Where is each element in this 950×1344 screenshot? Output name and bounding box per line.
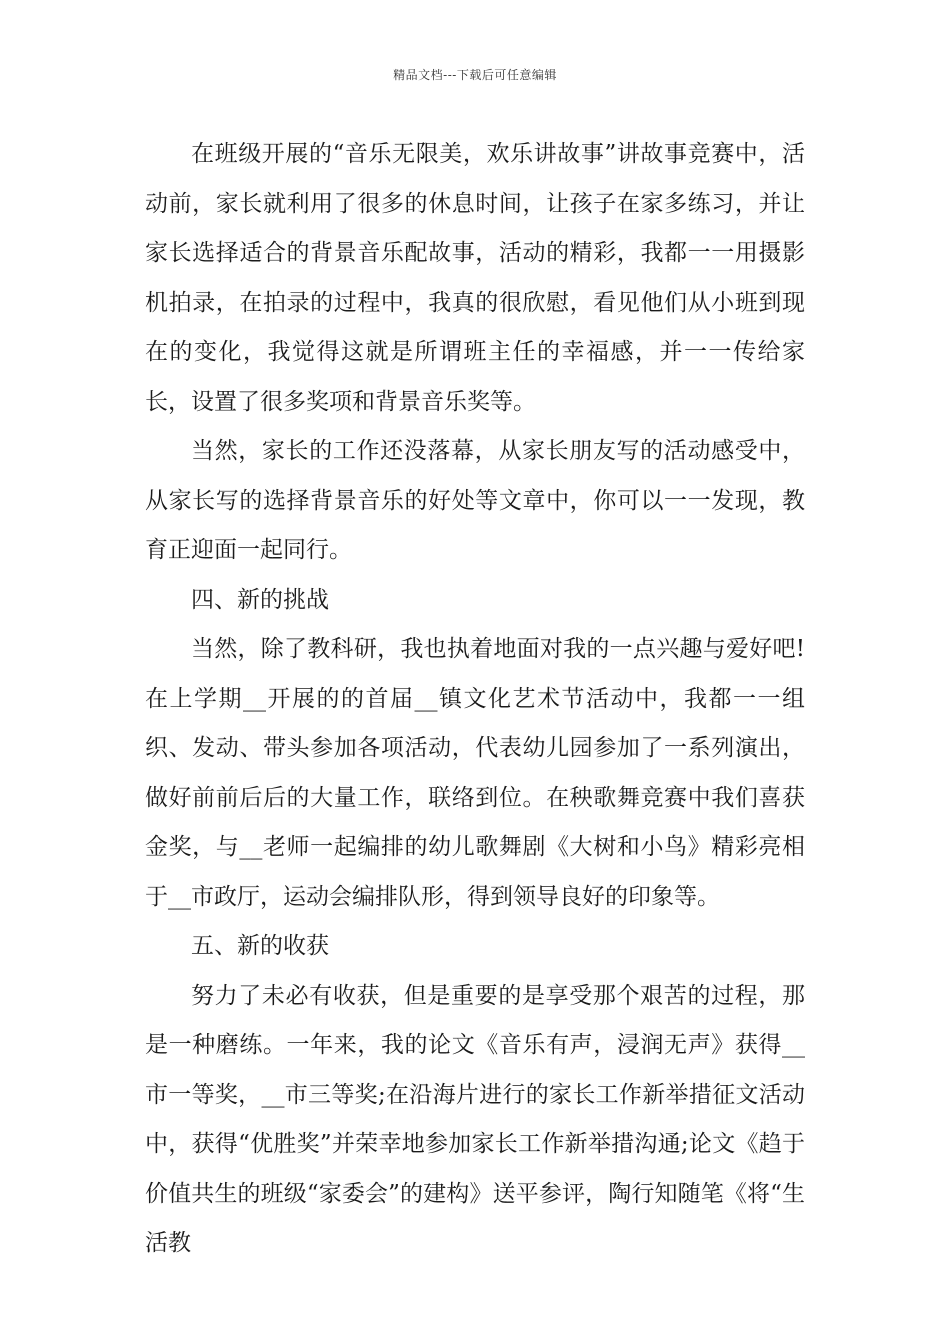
document-body: [145, 130, 805, 1269]
section-heading-new-challenge: 四、新的挑战: [191, 586, 329, 613]
paragraph-parent-work: 当然，家长的工作还没落幕，从家长朋友写的活动感受中，从家长写的选择背景音乐的好处等文章中，你可以一一发现，教育正迎面一起同行。: [145, 438, 805, 563]
page-header: 精品文档---下载后可任意编辑: [393, 68, 557, 82]
section-heading-new-harvest: 五、新的收获: [191, 933, 329, 959]
paragraph-story-contest: 在班级开展的“音乐无限美，欢乐讲故事”讲故事竞赛中，活动前，家长就利用了很多的休息时间，让孩子在家多练习，并让家长选择适合的背景音乐配故事，活动的精彩，我都一一用摄影机拍录，在拍录的过程中，我真的很欣慰，看见他们从小班到现在的变化，我觉得这就是所谓班主任的幸福感，并一一传给家长，设置了很多奖项和背景音乐奖等。: [145, 141, 805, 415]
paragraph-arts-festival: 当然，除了教科研，我也执着地面对我的一点兴趣与爱好吧!在上学期__开展的的首届__镇文化艺术节活动中，我都一一组织、发动、带头参加各项活动，代表幼儿园参加了一系列演出，做好前前后后的大量工作，联络到位。在秧歌舞竞赛中我们喜获金奖，与__老师一起编排的幼儿歌舞剧《大树和小鸟》精彩亮相于__市政厅，运动会编排队形，得到领导良好的印象等。: [145, 636, 805, 910]
paragraph-achievements: 努力了未必有收获，但是重要的是享受那个艰苦的过程，那是一种磨练。一年来，我的论文《音乐有声，浸润无声》获得__市一等奖，__市三等奖;在沿海片进行的家长工作新举措征文活动中，获得“优胜奖”并荣幸地参加家长工作新举措沟通;论文《趋于价值共生的班级“家委会”的建构》送平参评，陶行知随笔《将“生活教: [145, 982, 805, 1256]
